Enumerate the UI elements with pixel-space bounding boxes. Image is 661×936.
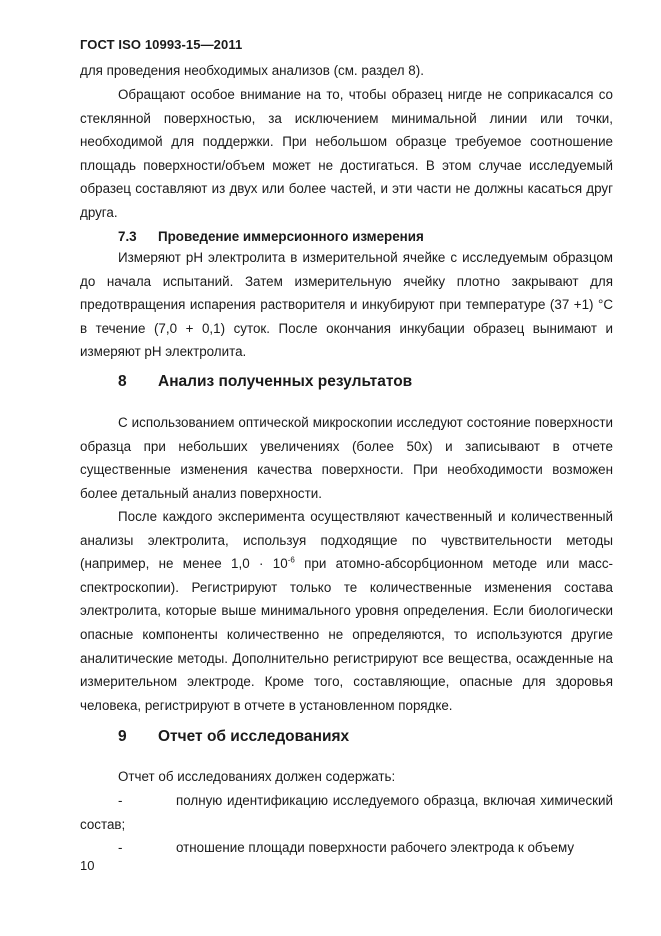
paragraph-text-part-1: После каждого эксперимента осуществляют качественный и количественный анализы электролита, используя подходящие по чувствительности методы (например, не менее 1,0 · 10 <box>80 509 613 572</box>
list-item-identification <box>80 789 613 836</box>
paragraph-immersion-measurement: Измеряют pH электролита в измерительной ячейке с исследуемым образцом до начала испытаний. Затем измерительную ячейку плотно закрывают для предотвращения испарения растворителя и инкубируют при температуре (37 +1) °С в течение (7,0 + 0,1) суток. После окончания инкубации образец вынимают и измеряют pH электролита. <box>80 250 613 360</box>
paragraph-microscopy: С использованием оптической микроскопии исследуют состояние поверхности образца при небольших увеличениях (более 50х) и записывают в отчете существенные изменения качества поверхности. При необходимости возможен более детальный анализ поверхности. <box>80 415 613 501</box>
paragraph-text-part-2: при атомно-абсорбционном методе или масс-спектроскопии). Регистрируют только те количественные изменения состава электролита, которые выше минимального уровня определения. Если биологически опасные компоненты количественно не определяются, то используются другие аналитические методы. Дополнительно регистрируют все вещества, осажденные на измерительном электроде. Кроме того, составляющие, опасные для здоровья человека, регистрируют в отчете в установленном порядке. <box>80 556 614 713</box>
paragraph-report-intro: Отчет об исследованиях должен содержать: <box>118 769 396 784</box>
page-number: 10 <box>80 858 95 873</box>
subsection-number: 7.3 <box>118 229 137 244</box>
exponent: -6 <box>287 555 295 565</box>
subsection-heading-7-3 <box>118 227 424 247</box>
paragraph-electrolyte-analysis <box>80 505 613 717</box>
list-item-text: полную идентификацию исследуемого образца, включая химический состав; <box>80 793 613 832</box>
document-header: ГОСТ ISO 10993-15—2011 <box>80 37 243 52</box>
list-bullet: - <box>118 840 123 855</box>
section-title: Анализ полученных результатов <box>158 373 413 390</box>
section-heading-9 <box>118 726 349 748</box>
section-title: Отчет об исследованиях <box>158 728 350 745</box>
subsection-title: Проведение иммерсионного измерения <box>158 229 424 244</box>
section-heading-8 <box>118 371 412 393</box>
list-bullet: - <box>118 793 123 808</box>
paragraph-continuation: для проведения необходимых анализов (см. раздел 8). <box>80 63 424 78</box>
section-number: 8 <box>118 373 127 390</box>
list-item-text: отношение площади поверхности рабочего электрода к объему <box>176 840 575 855</box>
list-item-area-ratio <box>80 836 613 860</box>
section-number: 9 <box>118 728 127 745</box>
paragraph-sample-contact: Обращают особое внимание на то, чтобы образец нигде не соприкасался со стеклянной поверхностью, за исключением минимальной линии или точки, необходимой для поддержки. При небольшом образце требуемое соотношение площадь поверхности/объем может не достигаться. В этом случае исследуемый образец составляют из двух или более частей, и эти части не должны касаться друг друга. <box>80 87 613 220</box>
